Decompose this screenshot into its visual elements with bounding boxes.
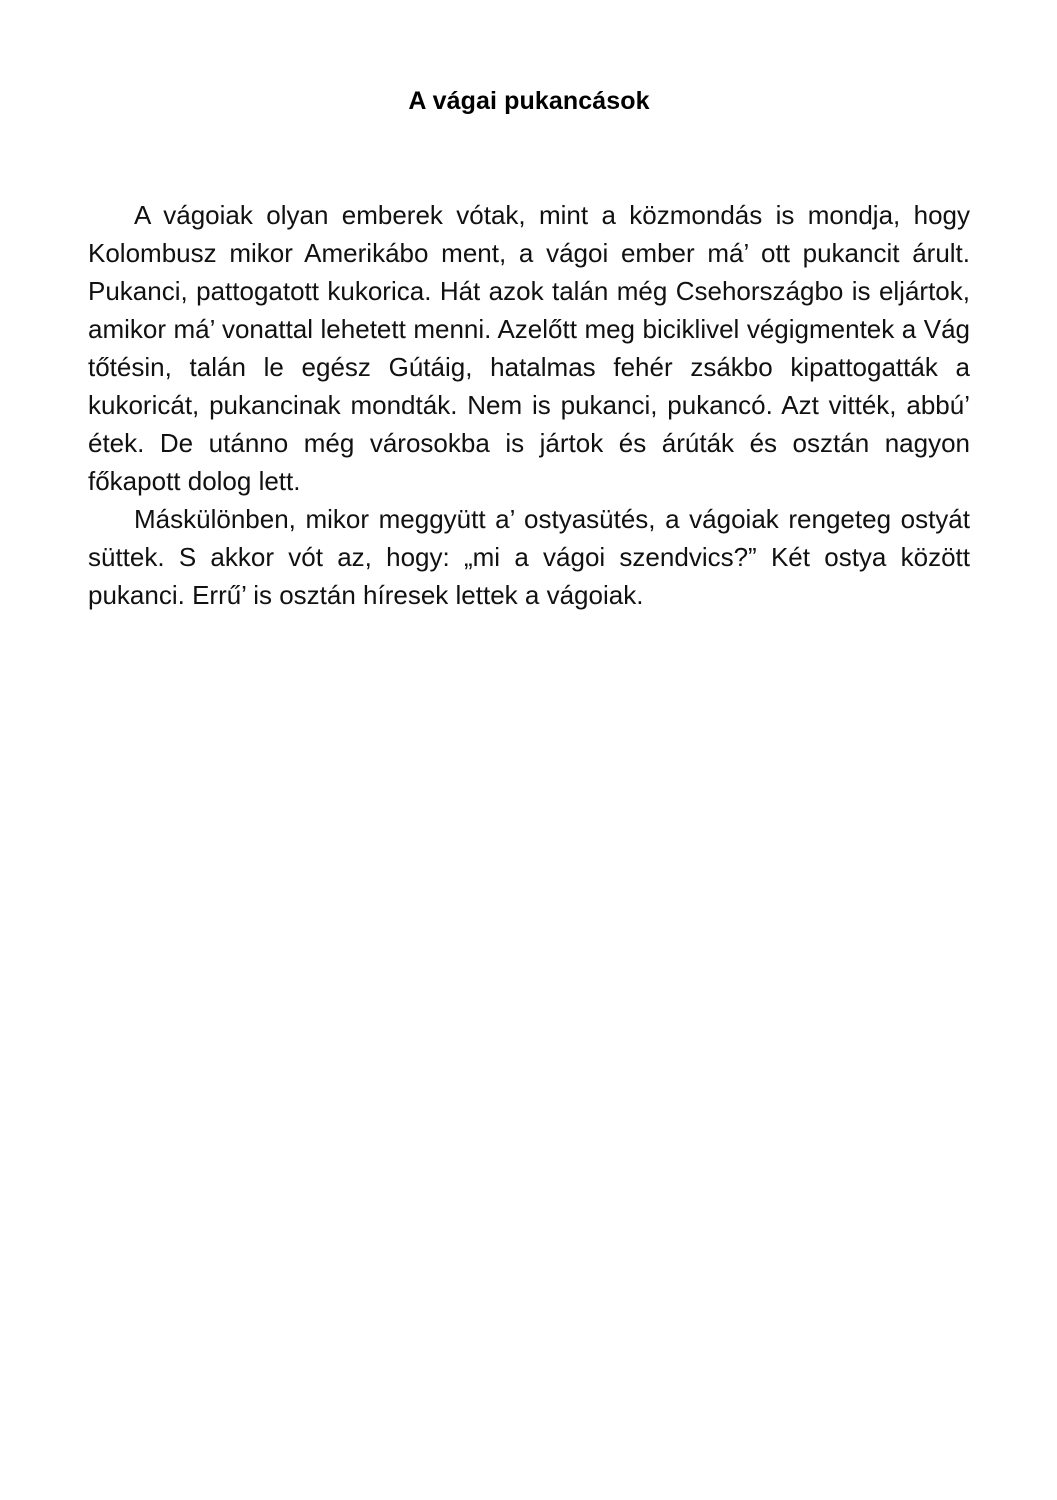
- body-paragraph-1: A vágoiak olyan emberek vótak, mint a közmondás is mondja, hogy Kolombusz mikor Amerikábo ment, a vágoi ember má’ ott pukancit árult. Pukanci, pattogatott kukorica. Hát azok talán még Csehországbo is eljártok, amikor má’ vonattal lehetett menni. Azelőtt meg biciklivel végigmentek a Vág tőtésin, talán le egész Gútáig, hatalmas fehér zsákbo kipattogatták a kukoricát, pukancinak mondták. Nem is pukanci, pukancó. Azt vitték, abbú’ étek. De utánno még városokba is jártok és árúták és osztán nagyon főkapott dolog lett.: [88, 200, 970, 496]
- document-body: [88, 84, 970, 614]
- page-title: A vágai pukancások: [408, 87, 650, 115]
- title-spacer: [88, 118, 970, 196]
- body-paragraph-2: Máskülönben, mikor meggyütt a’ ostyasütés, a vágoiak rengeteg ostyát süttek. S akkor vót az, hogy: „mi a vágoi szendvics?” Két ostya között pukanci. Errű’ is osztán híresek lettek a vágoiak.: [88, 504, 970, 610]
